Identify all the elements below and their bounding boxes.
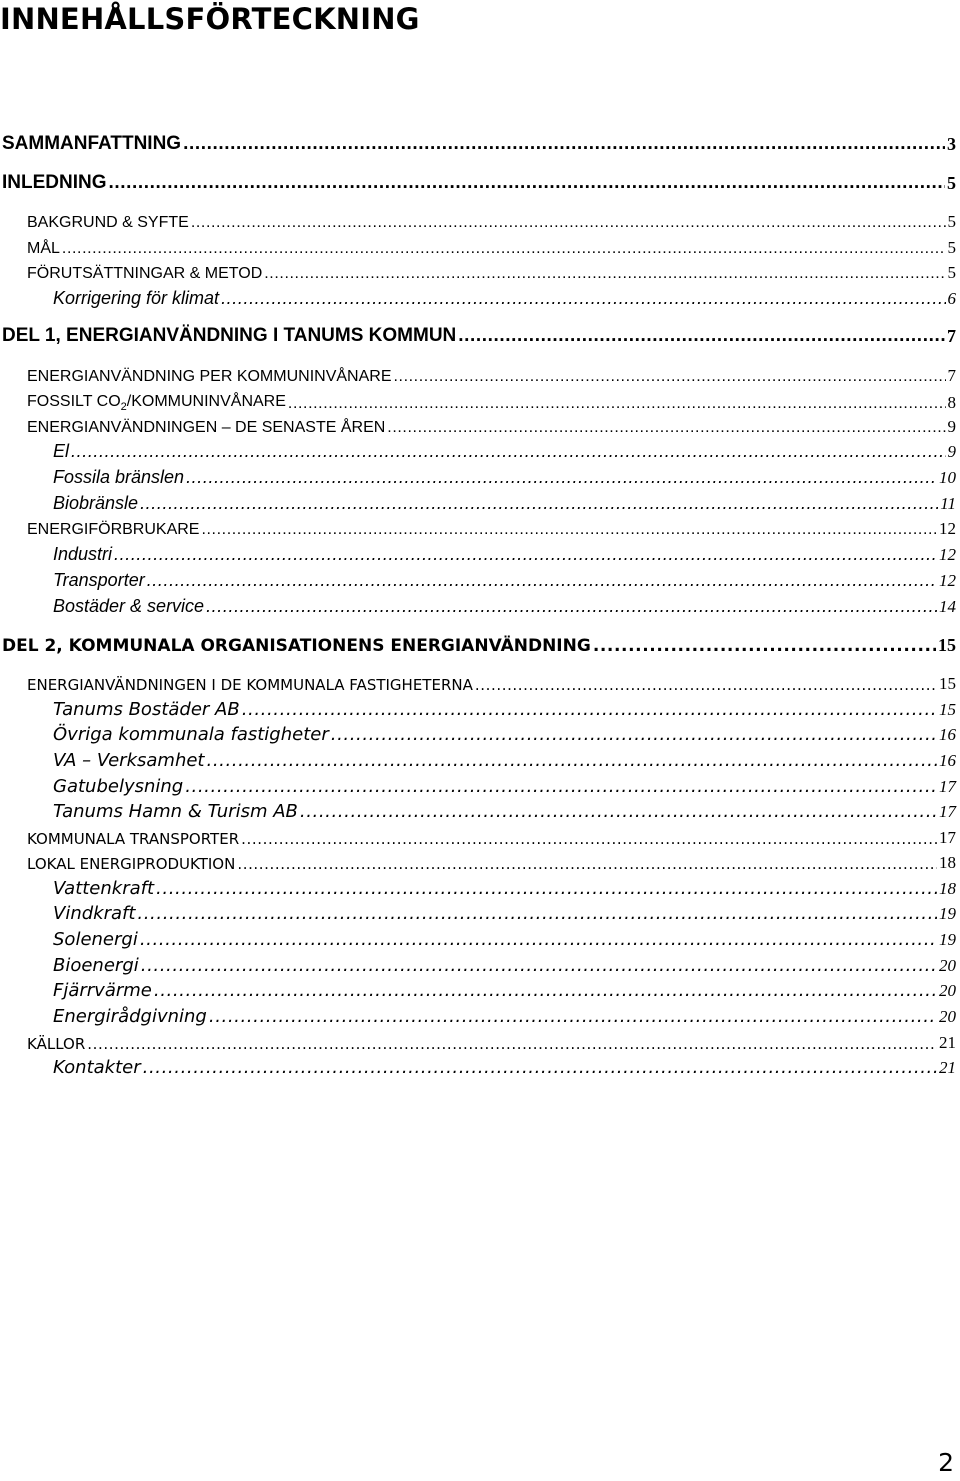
toc-entry-page: 18 (939, 853, 956, 872)
toc-entry-label: ENERGIANVÄNDNINGEN I DE KOMMUNALA FASTIGHETERNA (27, 676, 473, 694)
toc-entry-page: 9 (947, 442, 956, 461)
toc-entry-label: LOKAL ENERGIPRODUKTION (27, 855, 236, 873)
dot-leader (201, 521, 937, 539)
toc-entry-page: 5 (947, 263, 956, 282)
toc-entry-page: 12 (939, 519, 956, 538)
toc-entry-page: 19 (939, 930, 956, 949)
toc-entry-label: Biobränsle (53, 493, 139, 513)
toc-entry-page: 5 (947, 212, 956, 231)
toc-entry[interactable] (27, 847, 956, 873)
dot-leader (147, 570, 937, 591)
toc-entry-label: Tanums Bostäder AB (53, 699, 240, 720)
toc-entry-page: 5 (947, 238, 956, 257)
toc-entry-label: Vindkraft (53, 903, 136, 924)
subscript-two: 2 (120, 401, 127, 413)
dot-leader (207, 750, 938, 771)
toc-entry-label: FÖRUTSÄTTNINGAR & METOD (27, 265, 263, 282)
toc-entry-label: ENERGIFÖRBRUKARE (27, 521, 200, 538)
toc-entry[interactable] (27, 232, 956, 258)
toc-entry-label: Fjärrvärme (53, 980, 152, 1001)
dot-leader (387, 419, 945, 437)
toc-entry-page: 20 (939, 1007, 956, 1026)
toc-entry[interactable] (53, 539, 956, 565)
toc-entry[interactable] (53, 771, 956, 797)
dot-leader (114, 544, 937, 565)
toc-entry-page: 15 (938, 635, 956, 655)
toc-entry-page: 3 (947, 134, 956, 154)
toc-entry-page: 9 (947, 417, 956, 436)
toc-entry[interactable] (27, 1027, 956, 1053)
dot-leader (62, 240, 946, 258)
toc-entry-label: Solenergi (53, 929, 138, 950)
dot-leader (237, 855, 937, 873)
toc-entry[interactable] (53, 745, 956, 771)
toc-entry[interactable] (2, 321, 956, 347)
dot-leader (264, 265, 945, 283)
toc-entry-page: 21 (939, 1058, 956, 1077)
toc-entry[interactable] (53, 898, 956, 924)
toc-entry[interactable] (53, 488, 956, 514)
toc-entry[interactable] (53, 694, 956, 720)
toc-entry-label: Vattenkraft (53, 878, 155, 899)
toc-entry[interactable] (53, 1052, 956, 1078)
dot-leader (140, 929, 937, 950)
dot-leader (242, 699, 937, 720)
toc-entry[interactable] (53, 565, 956, 591)
toc-entry[interactable] (53, 591, 956, 617)
toc-entry-label: DEL 2, KOMMUNALA ORGANISATIONENS ENERGIANVÄNDNING (2, 636, 591, 656)
toc-entry[interactable] (53, 283, 956, 309)
toc-entry-page: 11 (940, 494, 956, 513)
toc-entry[interactable] (27, 668, 956, 694)
toc-entry-page: 21 (939, 1033, 956, 1052)
dot-leader (241, 830, 937, 848)
toc-entry[interactable] (27, 387, 956, 413)
toc-entry-page: 20 (939, 981, 956, 1000)
dot-leader (156, 878, 937, 899)
toc-entry-page: 12 (939, 571, 956, 590)
dot-leader (458, 325, 945, 347)
toc-entry[interactable] (53, 950, 956, 976)
toc-entry[interactable] (53, 975, 956, 1001)
toc-entry-page: 17 (939, 828, 956, 847)
toc-entry-page: 19 (939, 904, 956, 923)
toc-entry-label: SAMMANFATTNING (2, 133, 182, 154)
toc-entry[interactable] (2, 168, 956, 194)
toc-entry-page: 18 (939, 879, 956, 898)
toc-entry[interactable] (27, 360, 956, 386)
dot-leader (394, 368, 946, 386)
toc-entry[interactable] (27, 513, 956, 539)
dot-leader (154, 980, 937, 1001)
toc-entry-page: 12 (939, 545, 956, 564)
dot-leader (209, 1006, 937, 1027)
toc-entry-page: 16 (939, 751, 956, 770)
toc-entry[interactable] (2, 630, 956, 656)
toc-entry-label: Energirådgivning (53, 1006, 207, 1027)
toc-entry-label: Gatubelysning (53, 776, 184, 797)
toc-entry-page: 5 (947, 173, 956, 193)
toc-entry-label: Bioenergi (53, 955, 139, 976)
toc-entry-label: KOMMUNALA TRANSPORTER (27, 830, 240, 848)
toc-entry-page: 7 (947, 326, 956, 346)
toc-entry-page: 10 (939, 468, 956, 487)
toc-entry-label: ENERGIANVÄNDNINGEN – DE SENASTE ÅREN (27, 419, 386, 436)
toc-entry-page: 7 (947, 366, 956, 385)
toc-entry-label: Transporter (53, 570, 145, 590)
dot-leader (191, 214, 946, 232)
toc-entry-label: KÄLLOR (27, 1035, 86, 1053)
toc-entry[interactable] (53, 924, 956, 950)
toc-entry-label: El (53, 441, 70, 461)
dot-leader (137, 903, 937, 924)
toc-entry[interactable] (2, 129, 956, 155)
toc-entry-page: 17 (939, 802, 956, 821)
toc-entry-page: 16 (939, 725, 956, 744)
toc-entry-label: MÅL (27, 240, 60, 257)
dot-leader (71, 441, 945, 462)
dot-leader (140, 493, 938, 514)
toc-entry[interactable] (53, 719, 956, 745)
toc-entry-page: 20 (939, 956, 956, 975)
dot-leader (186, 467, 937, 488)
page-title: INNEHÅLLSFÖRTECKNING (0, 2, 420, 36)
toc-entry-label: Bostäder & service (53, 596, 205, 616)
toc-entry-label: Korrigering för klimat (53, 288, 220, 308)
dot-leader (183, 133, 945, 155)
toc-entry[interactable] (53, 796, 956, 822)
toc-entry-label: DEL 1, ENERGIANVÄNDNING I TANUMS KOMMUN (2, 325, 457, 346)
toc-entry[interactable] (27, 822, 956, 848)
dot-leader (593, 636, 936, 656)
dot-leader (185, 776, 937, 797)
toc-entry-page: 6 (947, 289, 956, 308)
toc-entry[interactable] (27, 206, 956, 232)
toc-entry-label: Industri (53, 544, 113, 564)
toc-entry-page: 17 (939, 777, 956, 796)
dot-leader (221, 288, 945, 309)
dot-leader (87, 1035, 937, 1053)
toc-entry-label: Övriga kommunala fastigheter (53, 724, 329, 745)
toc-entry-label: Kontakter (53, 1057, 141, 1078)
toc-entry[interactable] (53, 462, 956, 488)
dot-leader (143, 1057, 937, 1078)
toc-entry-label-part: FOSSILT CO (27, 392, 121, 410)
toc-entry-page: 14 (939, 597, 956, 616)
dot-leader (331, 724, 937, 745)
page-number: 2 (938, 1448, 954, 1477)
toc-entry-label: Tanums Hamn & Turism AB (53, 801, 298, 822)
toc-entry-label: INLEDNING (2, 172, 107, 193)
toc-entry[interactable] (53, 873, 956, 899)
toc-entry-page: 8 (947, 393, 956, 412)
dot-leader (475, 676, 937, 694)
toc-entry-page: 15 (939, 674, 956, 693)
toc-entry[interactable] (27, 411, 956, 437)
toc-entry-label: Fossila bränslen (53, 467, 185, 487)
toc-entry[interactable] (53, 1001, 956, 1027)
dot-leader (141, 955, 937, 976)
toc-entry-page: 15 (939, 700, 956, 719)
dot-leader (300, 801, 937, 822)
toc-entry-label (27, 393, 286, 413)
toc-entry[interactable] (53, 436, 956, 462)
toc-entry-label: ENERGIANVÄNDNING PER KOMMUNINVÅNARE (27, 368, 392, 385)
toc-entry-label: BAKGRUND & SYFTE (27, 214, 189, 231)
toc-entry[interactable] (27, 257, 956, 283)
toc-entry-label: VA – Verksamhet (53, 750, 205, 771)
dot-leader (206, 596, 937, 617)
dot-leader (109, 172, 946, 194)
toc-entry-label-part: /KOMMUNINVÅNARE (126, 392, 286, 410)
